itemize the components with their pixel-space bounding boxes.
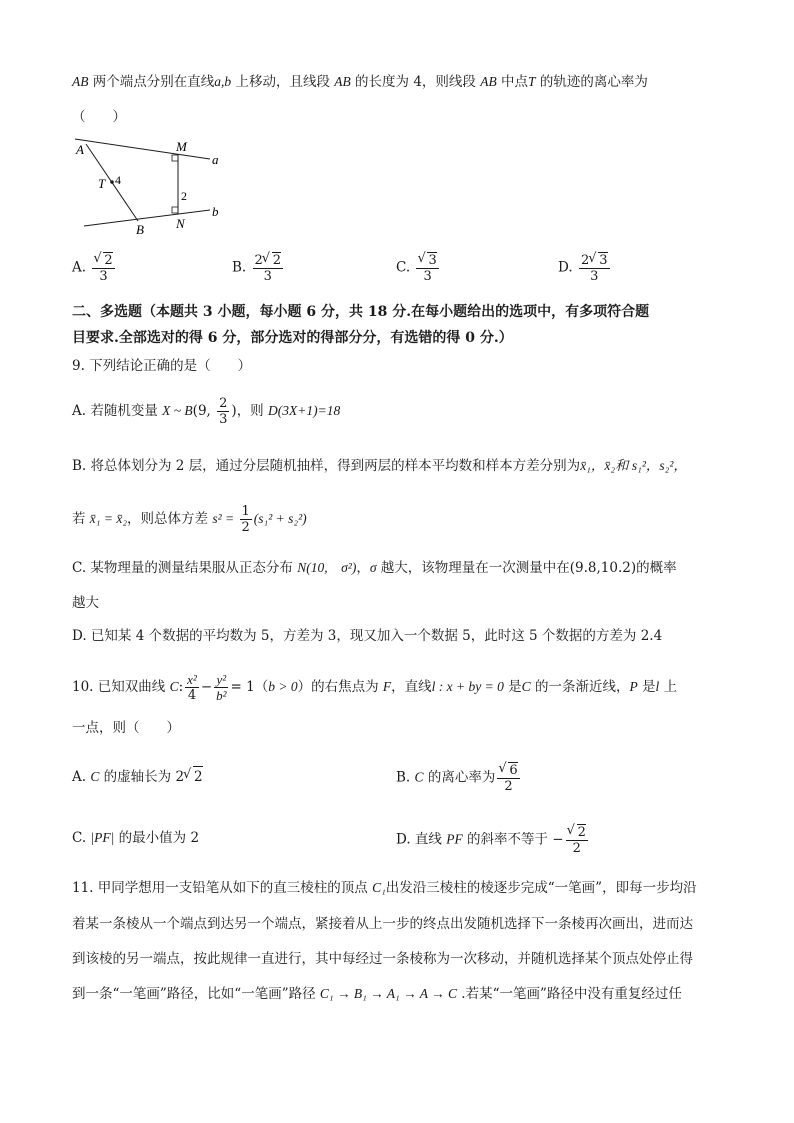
label-T: T bbox=[98, 176, 106, 191]
q8-option-c[interactable]: C. √ $\frac{3}{3}$ bbox=[396, 252, 441, 284]
q9-option-c-line2: 越大 bbox=[72, 595, 99, 611]
q8-option-b[interactable]: B. $\frac{2√ 2}{3}$ bbox=[232, 252, 285, 284]
q11-line1: 11. 甲同学想用一支铅笔从如下的直三棱柱的顶点 C₁出发沿三棱柱的棱逐步完成“一笔画”，即每一步均沿 bbox=[72, 880, 697, 896]
label-a: a bbox=[212, 152, 219, 167]
q10-stem-line2: 一点，则（ ） bbox=[72, 720, 180, 736]
right-angle-M bbox=[172, 155, 178, 161]
label-N: N bbox=[176, 216, 185, 231]
label-M: M bbox=[176, 139, 187, 154]
section2-heading-line2: 目要求.全部选对的得 6 分，部分选对的得部分分，有选错的得 0 分.） bbox=[72, 330, 513, 346]
section2-heading-line1: 二、多选题（本题共 3 小题，每小题 6 分，共 18 分.在每小题给出的选项中，有多项符合题 bbox=[72, 304, 650, 320]
q10-option-b[interactable]: B. C 的离心率为 √ $\frac{6}{2}$ bbox=[396, 762, 522, 794]
q11-line3: 到该棱的另一端点，按此规律一直进行，其中每经过一条棱称为一次移动，并随机选择某个顶点处停止得 bbox=[72, 951, 693, 967]
q9-option-d[interactable]: D. 已知某 4 个数据的平均数为 5，方差为 3，现又加入一个数据 5，此时这 5 个数据的方差为 2.4 bbox=[72, 628, 663, 644]
line-b bbox=[84, 210, 210, 226]
q8-option-d[interactable]: D. $\frac{2√ 3}{3}$ bbox=[558, 252, 612, 284]
label-2: 2 bbox=[181, 189, 187, 203]
q8-paren: （ ） bbox=[72, 109, 126, 125]
q10-option-a[interactable]: A. C 的虚轴长为 2√ 2 bbox=[72, 766, 203, 787]
q9-option-b-line1[interactable]: B. 将总体划分为 2 层，通过分层随机抽样，得到两层的样本平均数和样本方差分别为x̄₁，x̄₂和 s₁²，s₂²， bbox=[72, 458, 687, 474]
point-T bbox=[110, 180, 114, 184]
label-A: A bbox=[76, 142, 84, 157]
q9-option-b-line2: 若 x̄₁ = x̄₂，则总体方差 s² = $\frac{1}{2}$ (s₁² + s₂²) bbox=[72, 504, 307, 535]
q11-line2: 着某一条棱从一个端点到达另一个端点，紧接着从上一步的终点出发随机选择下一条棱再次画出，进而达 bbox=[72, 916, 693, 932]
q11-line4: 到一条“一笔画”路径，比如“一笔画”路径 C₁ → B₁ → A₁ → A → C .若某“一笔画”路径中没有重复经过任 bbox=[72, 986, 682, 1002]
q8-option-a[interactable]: A. √ $\frac{2}{3}$ bbox=[72, 252, 117, 284]
line-a bbox=[75, 139, 210, 159]
q9-option-c-line1[interactable]: C. 某物理量的测量结果服从正态分布 N(10, σ²)，σ 越大，该物理量在一次测量中在(9.8,10.2)的概率 bbox=[72, 560, 677, 576]
label-b: b bbox=[212, 204, 219, 219]
q9-stem: 9. 下列结论正确的是（ ） bbox=[72, 358, 252, 374]
q8-figure bbox=[70, 134, 230, 244]
q10-stem-line1: 10. 已知双曲线 C: $\frac{\text{x²}}{4}$ − $\frac{\text{y²}}{\text{b²}}$ = 1（b > 0）的右焦点为 F，直线l : x + by = 0 是C 的一条渐近线，P 是l 上 bbox=[72, 672, 678, 703]
label-4: 4 bbox=[115, 173, 121, 187]
q10-option-d[interactable]: D. 直线 PF 的斜率不等于 − √ $\frac{2}{2}$ bbox=[396, 824, 590, 856]
q9-option-a[interactable]: A. 若随机变量 X ~ B(9, $\frac{2}{3}$ )，则 D(3X+1)=18 bbox=[72, 396, 341, 427]
q10-option-c[interactable]: C. |PF| 的最小值为 2 bbox=[72, 830, 200, 846]
q8-stem-line1: AB 两个端点分别在直线a,b 上移动，且线段 AB 的长度为 4，则线段 AB 中点T 的轨迹的离心率为 bbox=[72, 74, 648, 90]
right-angle-N bbox=[172, 207, 178, 213]
label-B: B bbox=[136, 222, 144, 237]
